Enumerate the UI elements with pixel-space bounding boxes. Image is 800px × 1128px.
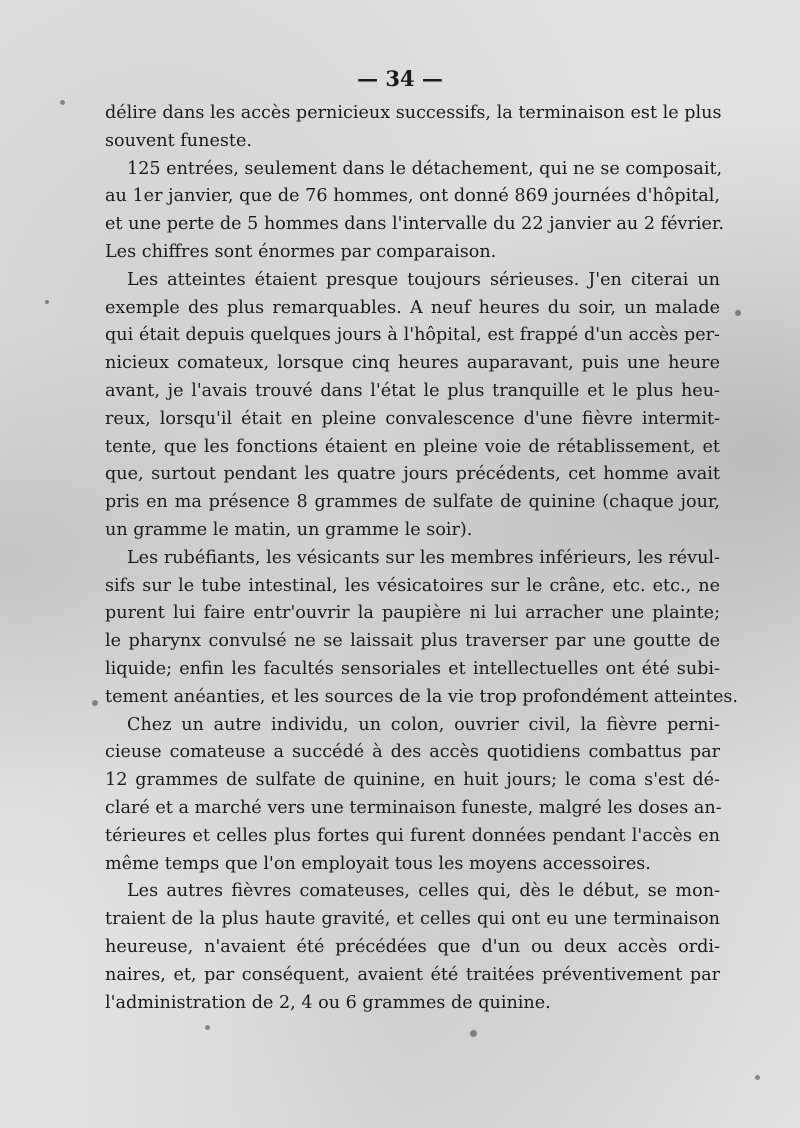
text-line: 125 entrées, seulement dans le détachement, qui ne se composait,	[127, 158, 723, 179]
text-line: tente, que les fonctions étaient en pleine voie de rétablissement, et	[105, 436, 720, 457]
text-line: reux, lorsqu'il était en pleine convalescence d'une fièvre intermit-	[105, 408, 720, 429]
text-line: même temps que l'on employait tous les moyens accessoires.	[105, 853, 651, 874]
paper-speck	[60, 100, 65, 105]
text-line: Les atteintes étaient presque toujours sérieuses. J'en citerai un	[127, 269, 720, 290]
text-line: pris en ma présence 8 grammes de sulfate de quinine (chaque jour,	[105, 492, 720, 513]
paper-speck	[205, 1025, 210, 1030]
text-line: l'administration de 2, 4 ou 6 grammes de quinine.	[105, 992, 551, 1013]
paper-speck	[92, 700, 98, 706]
paper-speck	[755, 1075, 760, 1080]
text-line: un gramme le matin, un gramme le soir).	[105, 519, 473, 540]
text-line: souvent funeste.	[105, 130, 252, 151]
text-line: exemple des plus remarquables. A neuf heures du soir, un malade	[105, 297, 720, 318]
text-line: térieures et celles plus fortes qui furent données pendant l'accès en	[105, 825, 720, 846]
text-line: tement anéanties, et les sources de la vie trop profondément atteintes.	[105, 686, 738, 707]
page-number: — 34 —	[357, 66, 443, 91]
text-line: au 1er janvier, que de 76 hommes, ont donné 869 journées d'hôpital,	[105, 186, 720, 207]
text-line: Les rubéfiants, les vésicants sur les membres inférieurs, les révul-	[127, 547, 720, 568]
text-line: qui était depuis quelques jours à l'hôpital, est frappé d'un accès per-	[105, 325, 720, 346]
paper-speck	[470, 1030, 477, 1037]
text-line: Les chiffres sont énormes par comparaison.	[105, 241, 497, 262]
text-line: 12 grammes de sulfate de quinine, en huit jours; le coma s'est dé-	[105, 770, 720, 791]
text-line: que, surtout pendant les quatre jours précédents, cet homme avait	[105, 464, 720, 485]
text-line: purent lui faire entr'ouvrir la paupière ni lui arracher une plainte;	[105, 603, 720, 624]
text-line: liquide; enfin les facultés sensoriales et intellectuelles ont été subi-	[105, 658, 720, 679]
text-line: Chez un autre individu, un colon, ouvrier civil, la fièvre perni-	[127, 714, 720, 735]
text-line: sifs sur le tube intestinal, les vésicatoires sur le crâne, etc. etc., ne	[105, 575, 720, 596]
text-line: heureuse, n'avaient été précédées que d'un ou deux accès ordi-	[105, 936, 720, 957]
text-line: et une perte de 5 hommes dans l'intervalle du 22 janvier au 2 février.	[105, 214, 724, 235]
text-line: Les autres fièvres comateuses, celles qui, dès le début, se mon-	[127, 881, 720, 902]
text-line: avant, je l'avais trouvé dans l'état le plus tranquille et le plus heu-	[105, 380, 720, 401]
text-line: traient de la plus haute gravité, et celles qui ont eu une terminaison	[105, 909, 720, 930]
paper-speck	[735, 310, 741, 316]
text-line: nicieux comateux, lorsque cinq heures auparavant, puis une heure	[105, 353, 720, 374]
text-line: le pharynx convulsé ne se laissait plus traverser par une goutte de	[105, 631, 720, 652]
text-line: claré et a marché vers une terminaison funeste, malgré les doses an-	[105, 797, 722, 818]
text-line: délire dans les accès pernicieux successifs, la terminaison est le plus	[105, 103, 722, 123]
text-line: cieuse comateuse a succédé à des accès quotidiens combattus par	[105, 742, 720, 763]
body-text	[105, 100, 738, 1017]
text-line: naires, et, par conséquent, avaient été traitées préventivement par	[105, 964, 720, 985]
paper-speck	[45, 300, 49, 304]
